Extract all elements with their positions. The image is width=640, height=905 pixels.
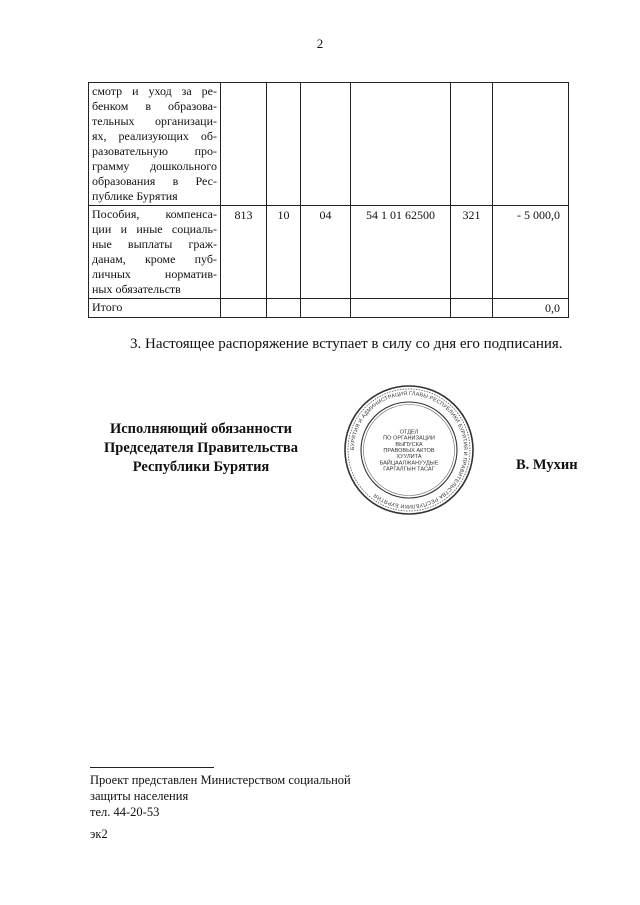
seal-inner-line: ОТДЕЛ [399, 429, 419, 436]
table-row [89, 83, 569, 206]
cell-col1 [221, 299, 267, 318]
row-name-line: ных обязательств [92, 282, 181, 296]
row-name-line: Итого [92, 300, 123, 314]
row-name-line: бенком в образова- [92, 99, 217, 113]
cell-col4: 54 1 01 62500 [351, 206, 451, 299]
budget-table [88, 82, 569, 318]
signer-name: В. Мухин [516, 457, 578, 473]
footnote [90, 772, 410, 820]
row-name-line: личных норматив- [92, 267, 217, 281]
row-name-line: образования в Рес- [92, 174, 217, 188]
cell-col3: 04 [301, 206, 351, 299]
signer-line: Республики Бурятия [132, 459, 270, 475]
row-name-line: грамму дошкольного [92, 159, 217, 173]
row-name-line: публике Бурятия [92, 189, 178, 203]
footnote-divider [90, 767, 214, 768]
footnote-line: Проект представлен Министерством социальной [90, 773, 351, 787]
cell-col2: 10 [267, 206, 301, 299]
seal-inner-line: ХУУЛИТА [396, 454, 422, 461]
signer-line: Исполняющий обязанности [109, 421, 293, 437]
paragraph-3: 3. Настоящее распоряжение вступает в силу со дня его подписания. [130, 336, 563, 352]
cell-col3 [301, 83, 351, 206]
seal-inner-line: ПРАВОВЫХ АКТОВ [383, 448, 435, 454]
row-name-cell [89, 206, 221, 299]
cell-col5: 321 [451, 206, 493, 299]
table-row [89, 206, 569, 299]
official-seal [343, 384, 475, 516]
seal-inner-line: ГАРГАЛГЫН ТАСАГ [383, 466, 435, 473]
row-name-cell [89, 299, 221, 318]
table-row [89, 299, 569, 318]
cell-col1: 813 [221, 206, 267, 299]
row-name-line: разовательную про- [92, 144, 217, 158]
row-name-line: ции и иные социаль- [92, 222, 217, 236]
signer-title [86, 420, 316, 477]
row-name-line: смотр и уход за ре- [92, 84, 217, 98]
row-name-line: ные выплаты граж- [92, 237, 217, 251]
cell-sum: - 5 000,0 [493, 206, 569, 299]
table-body [89, 83, 569, 318]
cell-col1 [221, 83, 267, 206]
document-code: эк2 [90, 827, 108, 841]
row-name-line: тельных организаци- [92, 114, 217, 128]
footnote-line: тел. 44-20-53 [90, 805, 160, 819]
cell-col4 [351, 83, 451, 206]
signer-line: Председателя Правительства [104, 440, 298, 456]
row-name-line: ях, реализующих об- [92, 129, 217, 143]
cell-col4 [351, 299, 451, 318]
cell-col5 [451, 299, 493, 318]
seal-inner-line: БАЙЦААЛЖАНУУДЫЕ [379, 460, 439, 467]
cell-col3 [301, 299, 351, 318]
cell-sum: 0,0 [493, 299, 569, 318]
seal-inner-line: ПО ОРГАНИЗАЦИИ [383, 435, 435, 442]
seal-outer-text: БУРЯТИЯ И АДМИНИСТРАЦИЯ ГЛАВЫ РЕСПУБЛИКИ БУРЯТИЯ И ПРАВИТЕЛЬСТВА РЕСПУБЛИКИ БУРЯТИЯ [349, 390, 469, 510]
cell-sum [493, 83, 569, 206]
cell-col5 [451, 83, 493, 206]
footnote-line: защиты населения [90, 789, 189, 803]
page-number: 2 [316, 36, 324, 51]
row-name-line: Пособия, компенса- [92, 207, 217, 221]
seal-inner-line: ВЫПУСКА [395, 441, 423, 448]
cell-col2 [267, 83, 301, 206]
row-name-cell [89, 83, 221, 206]
cell-col2 [267, 299, 301, 318]
row-name-line: данам, кроме пуб- [92, 252, 217, 266]
